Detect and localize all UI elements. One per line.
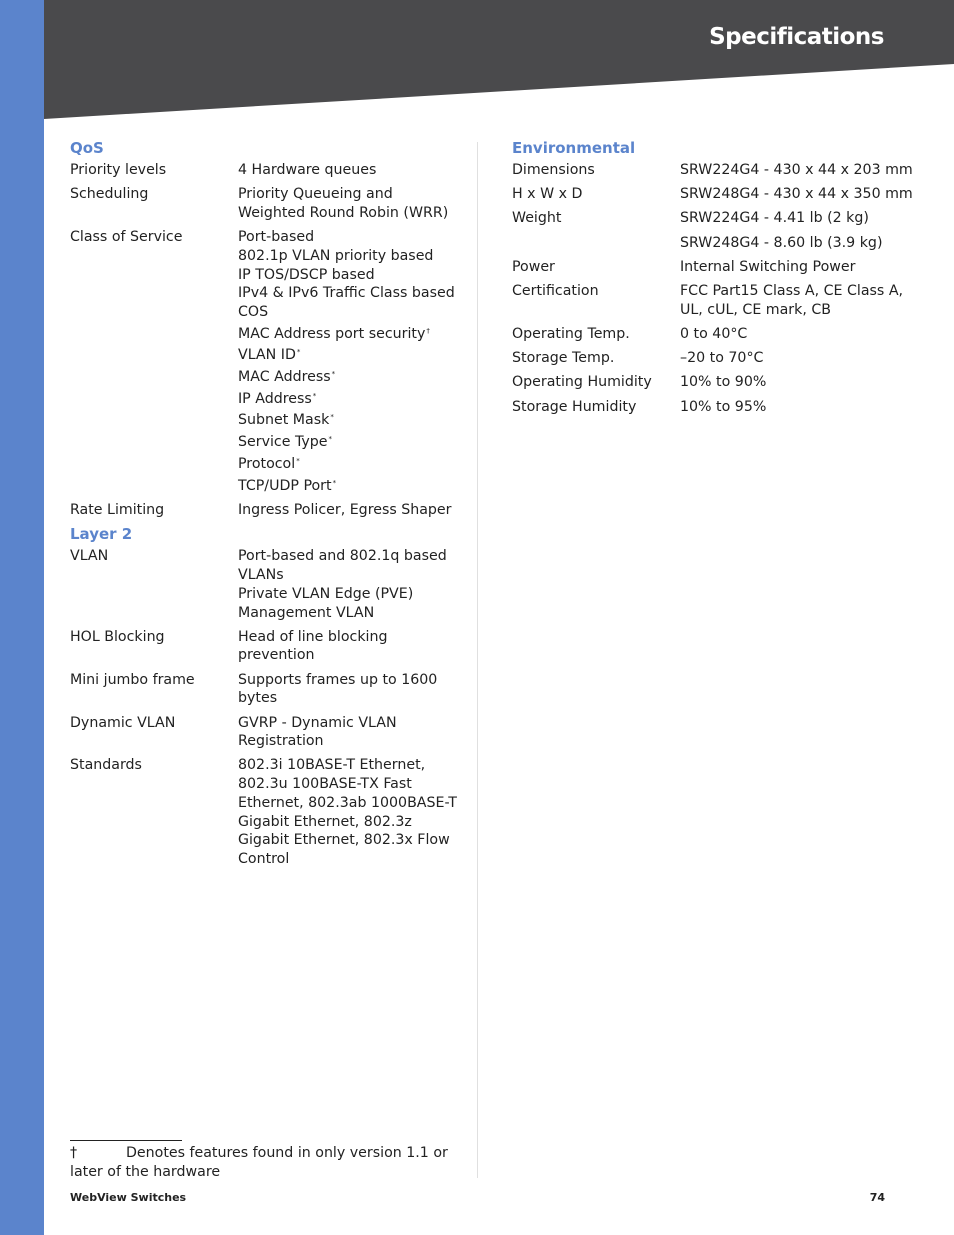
spec-value-text: IP Address <box>238 390 312 407</box>
spec-value: Internal Switching Power <box>680 258 856 275</box>
spec-value: SRW224G4 - 4.41 lb (2 kg) <box>680 210 869 227</box>
spec-value: Supports frames up to 1600 <box>238 671 438 688</box>
spec-row-storage-humidity <box>512 398 902 417</box>
spec-value: Control <box>238 851 290 867</box>
spec-value-text: Subnet Mask <box>238 412 330 429</box>
spec-label: Priority levels <box>70 162 167 178</box>
spec-label: Standards <box>70 757 142 774</box>
spec-value: Ethernet, 802.3ab 1000BASE-T <box>238 794 457 811</box>
footnote-mark: † <box>70 1145 78 1161</box>
spec-label: Power <box>512 258 555 275</box>
spec-label <box>70 322 238 496</box>
spec-value-text: Protocol <box>238 455 296 472</box>
spec-value <box>238 365 460 387</box>
spec-label: Class of Service <box>70 229 183 246</box>
spec-values <box>238 322 460 496</box>
spec-value: Weighted Round Robin (WRR) <box>238 204 449 221</box>
spec-value: Port-based and 802.1q based <box>238 548 447 565</box>
spec-row-mini-jumbo-frame <box>70 671 460 708</box>
footnote-marker: * <box>328 435 333 444</box>
spec-label: Weight <box>512 210 562 227</box>
spec-value: 10% to 95% <box>680 398 767 415</box>
spec-row-scheduling <box>70 185 460 222</box>
spec-values <box>238 756 460 868</box>
header-band <box>44 0 954 120</box>
section-heading-layer-2: Layer 2 <box>70 525 133 544</box>
spec-value: Registration <box>238 733 324 750</box>
spec-row-hol-blocking <box>70 628 460 665</box>
footer-page-number: 74 <box>869 1191 885 1204</box>
spec-value <box>238 430 460 452</box>
spec-row-certification <box>512 282 902 319</box>
spec-value-text: MAC Address <box>238 369 331 386</box>
spec-row-weight-2 <box>512 234 902 253</box>
spec-row-dimensions <box>512 161 913 180</box>
section-heading-qos: QoS <box>70 139 104 157</box>
spec-value: 802.3i 10BASE-T Ethernet, <box>238 757 426 774</box>
spec-value: 4 Hardware queues <box>238 162 377 178</box>
spec-value: Head of line blocking <box>238 628 388 645</box>
spec-values <box>238 228 460 322</box>
spec-value: Gigabit Ethernet, 802.3x Flow <box>238 832 450 849</box>
spec-row-class-of-service <box>70 228 460 322</box>
spec-values <box>238 185 460 222</box>
spec-value: GVRP - Dynamic VLAN <box>238 714 397 731</box>
spec-value <box>238 343 460 365</box>
spec-row-hwd <box>512 185 913 204</box>
footnote-marker: * <box>331 370 336 379</box>
spec-row-standards <box>70 756 460 868</box>
spec-values <box>238 547 460 622</box>
spec-value: FCC Part15 Class A, CE Class A, <box>680 283 904 300</box>
spec-values <box>238 501 460 520</box>
spec-values <box>680 258 902 277</box>
spec-values <box>680 325 902 344</box>
spec-label: Mini jumbo frame <box>70 671 195 688</box>
spec-value: Management VLAN <box>238 604 375 621</box>
spec-value <box>238 322 460 344</box>
spec-row-priority-levels <box>70 161 460 180</box>
spec-value-text: VLAN ID <box>238 347 296 364</box>
spec-value: IPv4 & IPv6 Traffic Class based <box>238 285 455 302</box>
spec-values <box>680 209 902 228</box>
section-heading-environmental: Environmental <box>512 139 636 157</box>
spec-values <box>680 185 913 204</box>
spec-value <box>238 387 460 409</box>
spec-value: UL, cUL, CE mark, CB <box>680 301 832 318</box>
spec-values <box>680 398 902 417</box>
spec-value-text: Service Type <box>238 434 328 451</box>
spec-label: Dynamic VLAN <box>70 714 176 731</box>
left-column <box>70 137 460 874</box>
spec-value <box>238 452 460 474</box>
spec-value: Port-based <box>238 229 315 246</box>
spec-values <box>238 671 460 708</box>
spec-row-rate-limiting <box>70 501 460 520</box>
spec-label <box>512 234 680 253</box>
spec-label: HOL Blocking <box>70 628 165 645</box>
spec-label: Storage Humidity <box>512 398 637 415</box>
spec-value: VLANs <box>238 567 284 584</box>
spec-label: VLAN <box>70 548 109 565</box>
column-divider <box>477 142 478 1178</box>
spec-row-dynamic-vlan <box>70 714 460 751</box>
spec-value: bytes <box>238 690 278 707</box>
spec-value <box>238 474 460 496</box>
page-title: Specifications <box>709 24 884 50</box>
footnote-marker: * <box>330 413 334 422</box>
spec-values <box>238 628 460 665</box>
spec-value: 10% to 90% <box>680 374 767 391</box>
spec-label: Dimensions <box>512 162 595 178</box>
spec-value <box>238 408 460 430</box>
spec-row-vlan <box>70 547 460 622</box>
spec-values <box>238 161 460 180</box>
spec-label: Scheduling <box>70 186 149 203</box>
spec-label: Operating Temp. <box>512 325 630 342</box>
spec-label: Rate Limiting <box>70 501 165 518</box>
spec-value: Priority Queueing and <box>238 186 393 203</box>
spec-value: Gigabit Ethernet, 802.3z <box>238 813 412 830</box>
side-color-strip <box>0 0 44 1235</box>
footer-doc-title: WebView Switches <box>70 1191 187 1204</box>
spec-value: COS <box>238 303 269 320</box>
spec-values <box>680 234 902 253</box>
footnote-marker: * <box>312 391 317 400</box>
spec-value: prevention <box>238 647 315 664</box>
spec-row-operating-temp <box>512 325 902 344</box>
footnote <box>70 1144 450 1182</box>
spec-value: SRW248G4 - 430 x 44 x 350 mm <box>680 186 913 203</box>
spec-values <box>680 282 903 319</box>
spec-label: Storage Temp. <box>512 350 615 367</box>
spec-values <box>238 714 460 751</box>
spec-value: Private VLAN Edge (PVE) <box>238 585 414 602</box>
spec-label: H x W x D <box>512 186 583 203</box>
footnote-marker: † <box>426 326 430 335</box>
footnote-marker: * <box>296 456 300 465</box>
spec-row-storage-temp <box>512 349 902 368</box>
footnote-rule <box>70 1140 182 1141</box>
spec-row-operating-humidity <box>512 373 902 392</box>
right-column <box>512 137 913 422</box>
spec-row-weight <box>512 209 902 228</box>
spec-value: 0 to 40°C <box>680 325 748 342</box>
spec-label: Operating Humidity <box>512 374 652 391</box>
spec-label: Certification <box>512 283 599 300</box>
spec-value-text: TCP/UDP Port <box>238 477 332 494</box>
spec-value: IP TOS/DSCP based <box>238 266 375 283</box>
header-band-shape <box>44 0 954 120</box>
footnote-text-line1: Denotes features found in only version 1.1 or <box>126 1145 448 1161</box>
spec-value: 802.1p VLAN priority based <box>238 247 434 264</box>
spec-values <box>680 349 902 368</box>
footnote-marker: * <box>332 478 337 487</box>
footnote-text-line2: later of the hardware <box>70 1164 221 1180</box>
spec-value: –20 to 70°C <box>680 350 764 367</box>
spec-row-power <box>512 258 902 277</box>
spec-value-text: MAC Address port security <box>238 325 426 342</box>
spec-value: Ingress Policer, Egress Shaper <box>238 501 452 518</box>
spec-value: SRW224G4 - 430 x 44 x 203 mm <box>680 162 913 178</box>
spec-value: SRW248G4 - 8.60 lb (3.9 kg) <box>680 234 883 251</box>
footnote-marker: * <box>296 348 301 357</box>
spec-value: 802.3u 100BASE-TX Fast <box>238 776 412 793</box>
spec-values <box>680 161 913 180</box>
spec-row-cos-features <box>70 322 460 496</box>
spec-values <box>680 373 902 392</box>
